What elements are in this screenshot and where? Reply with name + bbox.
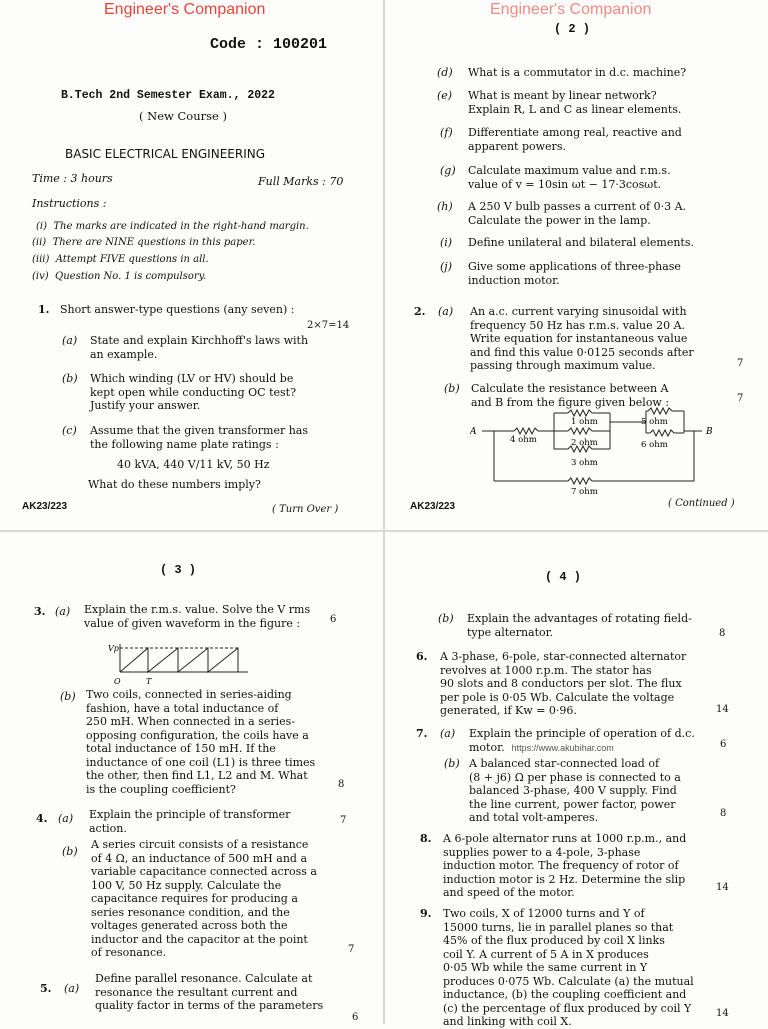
q3a-text: Explain the r.m.s. value. Solve the V rms value of given waveform in the figure :	[84, 603, 311, 630]
watermark-left: Engineer's Companion	[104, 1, 266, 18]
q5b-text: Explain the advantages of rotating field- type alternator.	[467, 612, 692, 639]
q4b-text: A series circuit consists of a resistance of 4 Ω, an inductance of 500 mH and a variable capacitance connected across a 100 V, 50 Hz supply. Calculate the capacitance requires for producing a series resonance condition, and the voltages generated across both the inductor and the capacitor at the point of resonance.	[91, 838, 317, 959]
q1g-label: (g)	[440, 164, 456, 177]
instructions-title: Instructions :	[32, 197, 107, 210]
resistor-2-ohm-label: 2 ohm	[571, 438, 598, 448]
vertical-page-divider	[383, 0, 385, 1024]
node-a-label: A	[470, 427, 477, 437]
q1f-label: (f)	[440, 126, 453, 139]
node-b-label: B	[706, 427, 713, 437]
q4a-text: Explain the principle of transformer action.	[89, 808, 291, 835]
q4a-label: (a)	[58, 812, 74, 825]
q7a-label: (a)	[440, 727, 456, 740]
question-3-number: 3.	[34, 605, 46, 618]
q1c-label: (c)	[62, 424, 77, 437]
q2b-label: (b)	[444, 382, 460, 395]
question-8-number: 8.	[420, 832, 432, 845]
instruction-item: (ii) There are NINE questions in this paper.	[32, 237, 256, 248]
instruction-item: (iii) Attempt FIVE questions in all.	[32, 254, 209, 265]
subject-title: BASIC ELECTRICAL ENGINEERING	[65, 147, 266, 161]
question-1-number: 1.	[38, 303, 50, 316]
wave-period-label: T	[146, 677, 152, 686]
q1a-label: (a)	[62, 334, 78, 347]
q1f-text: Differentiate among real, reactive and apparent powers.	[468, 126, 682, 153]
question-9-number: 9.	[420, 907, 432, 920]
footer-continued: ( Continued )	[668, 498, 735, 509]
q1d-text: What is a commutator in d.c. machine?	[468, 66, 687, 79]
page-number-4: ( 4 )	[545, 570, 582, 584]
q1c-text: Assume that the given transformer has the following name plate ratings :	[90, 424, 309, 451]
q1e-text: What is meant by linear network? Explain R, L and C as linear elements.	[468, 89, 682, 116]
q5a-text: Define parallel resonance. Calculate at resonance the resultant current and quality factor in terms of the parameters	[95, 972, 324, 1012]
q5b-label: (b)	[438, 612, 454, 625]
q1a-text: State and explain Kirchhoff's laws with an example.	[90, 334, 309, 361]
resistor-6-ohm-label: 6 ohm	[641, 440, 668, 450]
sawtooth-waveform-figure	[108, 640, 258, 688]
resistor-3-ohm-label: 3 ohm	[571, 458, 598, 468]
q2a-label: (a)	[438, 305, 454, 318]
q6-text: A 3-phase, 6-pole, star-connected alternator revolves at 1000 r.p.m. The stator has 90 slots and 8 conductors per slot. The flux per pole is 0·05 Wb. Calculate the voltage generated, if Kw = 0·96.	[440, 650, 687, 717]
q3a-label: (a)	[55, 605, 71, 618]
q9-text: Two coils, X of 12000 turns and Y of 15000 turns, lie in parallel planes so that 45% of the flux produced by coil X links coil Y. A current of 5 A in X produces 0·05 Wb while the same current in Y produces 0·075 Wb. Calculate (a) the mutual inductance, (b) the coupling coefficient and (c) the percentage of flux produced by coil Y and linking with coil X.	[443, 907, 694, 1028]
q8-marks: 14	[716, 882, 729, 893]
instruction-item: (iv) Question No. 1 is compulsory.	[32, 271, 207, 282]
question-4-number: 4.	[36, 812, 48, 825]
q1h-label: (h)	[437, 200, 453, 213]
q9-marks: 14	[716, 1008, 729, 1019]
q5b-marks: 8	[719, 628, 726, 639]
q1d-label: (d)	[437, 66, 453, 79]
watermark-right: Engineer's Companion	[490, 1, 652, 18]
q7a-text: Explain the principle of operation of d.c. motor. https://www.akubihar.com	[469, 727, 695, 754]
q7a-marks: 6	[720, 739, 727, 750]
q2b-marks: 7	[737, 393, 744, 404]
q4a-marks: 7	[340, 815, 347, 826]
footer-code-2: AK23/223	[410, 501, 456, 512]
q1i-label: (i)	[440, 236, 453, 249]
q4b-marks: 7	[348, 944, 355, 955]
resistor-4-ohm-label: 4 ohm	[510, 435, 537, 445]
resistor-7-ohm-label: 7 ohm	[571, 487, 598, 497]
q1e-label: (e)	[437, 89, 453, 102]
q1b-label: (b)	[62, 372, 78, 385]
q3b-marks: 8	[338, 779, 345, 790]
q7b-text: A balanced star-connected load of (8 + j6) Ω per phase is connected to a balanced 3-phase, 400 V supply. Find the line current, power factor, power and total volt-amperes.	[469, 757, 681, 824]
q1h-text: A 250 V bulb passes a current of 0·3 A. Calculate the power in the lamp.	[468, 200, 687, 227]
q1b-text: Which winding (LV or HV) should be kept open while conducting OC test? Justify your answer.	[90, 372, 296, 412]
horizontal-page-divider	[0, 530, 768, 532]
q1j-text: Give some applications of three-phase induction motor.	[468, 260, 681, 287]
q1j-label: (j)	[440, 260, 452, 273]
full-marks: Full Marks : 70	[258, 175, 344, 188]
q7b-label: (b)	[444, 757, 460, 770]
question-7-number: 7.	[416, 727, 428, 740]
course-label: ( New Course )	[139, 109, 227, 123]
q6-marks: 14	[716, 704, 729, 715]
q8-text: A 6-pole alternator runs at 1000 r.p.m., and supplies power to a 4-pole, 3-phase induction motor. The frequency of rotor of induction motor is 2 Hz. Determine the slip and speed of the motor.	[443, 832, 687, 899]
wave-vp-label: Vp	[108, 644, 119, 653]
q1c-rating: 40 kVA, 440 V/11 kV, 50 Hz	[117, 458, 270, 471]
question-6-number: 6.	[416, 650, 428, 663]
paper-code: Code : 100201	[210, 36, 328, 53]
q4b-label: (b)	[62, 845, 78, 858]
q3b-label: (b)	[60, 690, 76, 703]
question-1-text: Short answer-type questions (any seven) :	[60, 303, 295, 316]
page-number-3: ( 3 )	[160, 563, 197, 577]
resistor-5-ohm-label: 5 ohm	[641, 417, 668, 427]
page-number-2: ( 2 )	[554, 22, 591, 36]
instruction-item: (i) The marks are indicated in the right-hand margin.	[36, 221, 309, 232]
exam-title: B.Tech 2nd Semester Exam., 2022	[61, 89, 275, 102]
q7b-marks: 8	[720, 808, 727, 819]
q1c-question: What do these numbers imply?	[88, 478, 261, 491]
q3a-marks: 6	[330, 614, 337, 625]
website-link[interactable]: https://www.akubihar.com	[511, 742, 614, 753]
footer-code: AK23/223	[22, 501, 68, 512]
resistor-1-ohm-label: 1 ohm	[571, 417, 598, 427]
question-2-number: 2.	[414, 305, 426, 318]
resistor-circuit-diagram	[470, 405, 726, 497]
q3b-text: Two coils, connected in series-aiding fashion, have a total inductance of 250 mH. When connected in a series- opposing configuration, the coils have a total inductance of 150 mH. If the inductance of one coil (L1) is three times the other, then find L1, L2 and M. What is the coupling coefficient?	[86, 688, 316, 796]
q1g-text: Calculate maximum value and r.m.s. value of v = 10sin ωt − 17·3cosωt.	[468, 164, 671, 191]
q2b-text: Calculate the resistance between A and B from the figure given below :	[471, 382, 670, 409]
q2a-text: An a.c. current varying sinusoidal with frequency 50 Hz has r.m.s. value 20 A. Write equation for instantaneous value and find this value 0·0125 seconds after passing through maximum value.	[470, 305, 694, 372]
question-5-number: 5.	[40, 982, 52, 995]
q2a-marks: 7	[737, 358, 744, 369]
q5a-marks: 6	[352, 1012, 359, 1023]
q1i-text: Define unilateral and bilateral elements.	[468, 236, 694, 249]
question-1-marks: 2×7=14	[307, 320, 350, 331]
footer-turn-over: ( Turn Over )	[272, 504, 339, 515]
wave-origin-label: O	[114, 677, 121, 686]
q5a-label: (a)	[64, 982, 80, 995]
exam-duration: Time : 3 hours	[32, 172, 113, 185]
